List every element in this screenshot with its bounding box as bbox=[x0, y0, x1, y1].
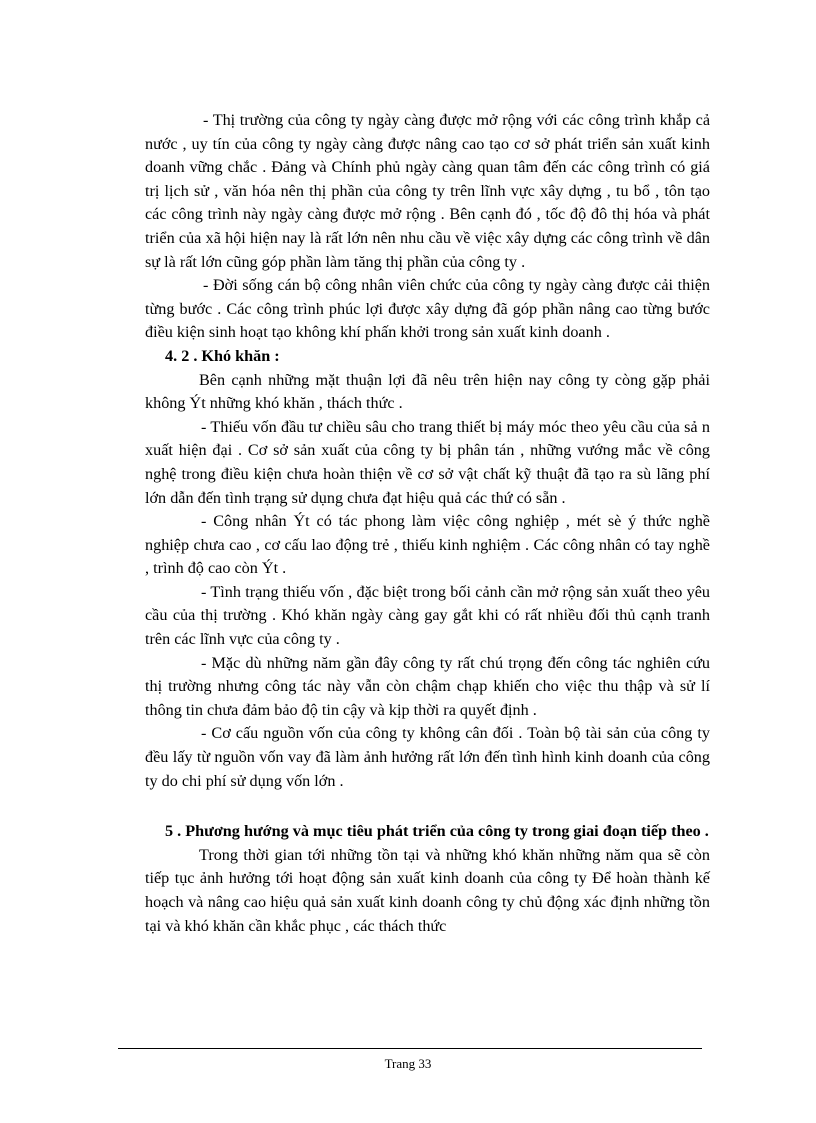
bullet-workforce: - Công nhân Ýt có tác phong làm việc công nghiệp , mét sè ý thức nghề nghiệp chưa cao , cơ cấu lao động trẻ , thiếu kinh nghiệm . Các công nhân có tay nghề , trình độ cao còn Ýt . bbox=[145, 512, 710, 578]
paragraph-future-plan: Trong thời gian tới những tồn tại và những khó khăn những năm qua sẽ còn tiếp tục ảnh hưởng tới hoạt động sản xuất kinh doanh của công ty Để hoàn thành kế hoạch và nâng cao hiệu quả sản xuất kinh doanh công ty chủ động xác định những tồn tại và khó khăn cần khắc phục , các thách thức bbox=[145, 845, 710, 935]
page-number: Trang 33 bbox=[384, 1056, 432, 1071]
bullet-market-research: - Mặc dù những năm gần đây công ty rất chú trọng đến công tác nghiên cứu thị trường nhưng công tác này vẫn còn chậm chạp khiến cho việc thu thập và sử lí thông tin chưa đảm bảo độ tin cậy và kịp thời ra quyết định . bbox=[145, 653, 710, 719]
bullet-capital-structure: - Cơ cấu nguồn vốn của công ty không cân đối . Toàn bộ tài sản của công ty đều lấy từ nguồn vốn vay đã làm ảnh hưởng rất lớn đến tình hình kinh doanh của công ty do chi phí sử dụng vốn lớn . bbox=[145, 724, 710, 790]
footer-divider bbox=[118, 1048, 702, 1049]
page-body bbox=[145, 109, 710, 938]
heading-direction-goals: 5 . Phương hướng và mục tiêu phát triển của công ty trong giai đoạn tiếp theo . bbox=[165, 822, 709, 841]
bullet-competition: - Tình trạng thiếu vốn , đặc biệt trong bối cảnh cần mở rộng sản xuất theo yêu cầu của thị trường . Khó khăn ngày càng gay gắt khi có rất nhiều đối thủ cạnh tranh trên các lĩnh vực của công ty . bbox=[145, 582, 710, 649]
heading-difficulties: 4. 2 . Khó khăn : bbox=[165, 346, 280, 365]
paragraph-difficulties-intro: Bên cạnh những mặt thuận lợi đã nêu trên hiện nay công ty còng gặp phải không Ýt những khó khăn , thách thức . bbox=[145, 370, 710, 413]
paragraph-staff-life: - Đời sống cán bộ công nhân viên chức của công ty ngày càng được cải thiện từng bước . Các công trình phúc lợi được xây dựng đã góp phần nâng cao từng bước điều kiện sinh hoạt tạo không khí phấn khởi trong sản xuất kinh doanh . bbox=[145, 276, 710, 342]
paragraph-market-expansion: - Thị trường của công ty ngày càng được mở rộng với các công trình khắp cả nước , uy tín của công ty ngày càng được nâng cao tạo cơ sở phát triển sản xuất kinh doanh vững chắc . Đảng và Chính phủ ngày càng quan tâm đến các công trình có giá trị lịch sử , văn hóa nên thị phần của công ty trên lĩnh vực xây dựng , tu bổ , tôn tạo các công trình này ngày càng được mở rộng . Bên cạnh đó , tốc độ đô thị hóa và phát triển của xã hội hiện nay là rất lớn nên nhu cầu về việc xây dựng các công trình về dân sự là rất lớn cũng góp phần làm tăng thị phần của công ty . bbox=[145, 111, 710, 271]
bullet-capital-shortage: - Thiếu vốn đầu tư chiều sâu cho trang thiết bị máy móc theo yêu cầu của sả n xuất hiện đại . Cơ sở sản xuất của công ty bị phân tán , những vướng mắc về công nghệ trong điều kiện chưa hoàn thiện về cơ sở vật chất kỹ thuật đã tạo ra sù lãng phí lớn dẫn đến tình trạng sử dụng chưa đạt hiệu quả các thứ có sẵn . bbox=[145, 417, 710, 507]
